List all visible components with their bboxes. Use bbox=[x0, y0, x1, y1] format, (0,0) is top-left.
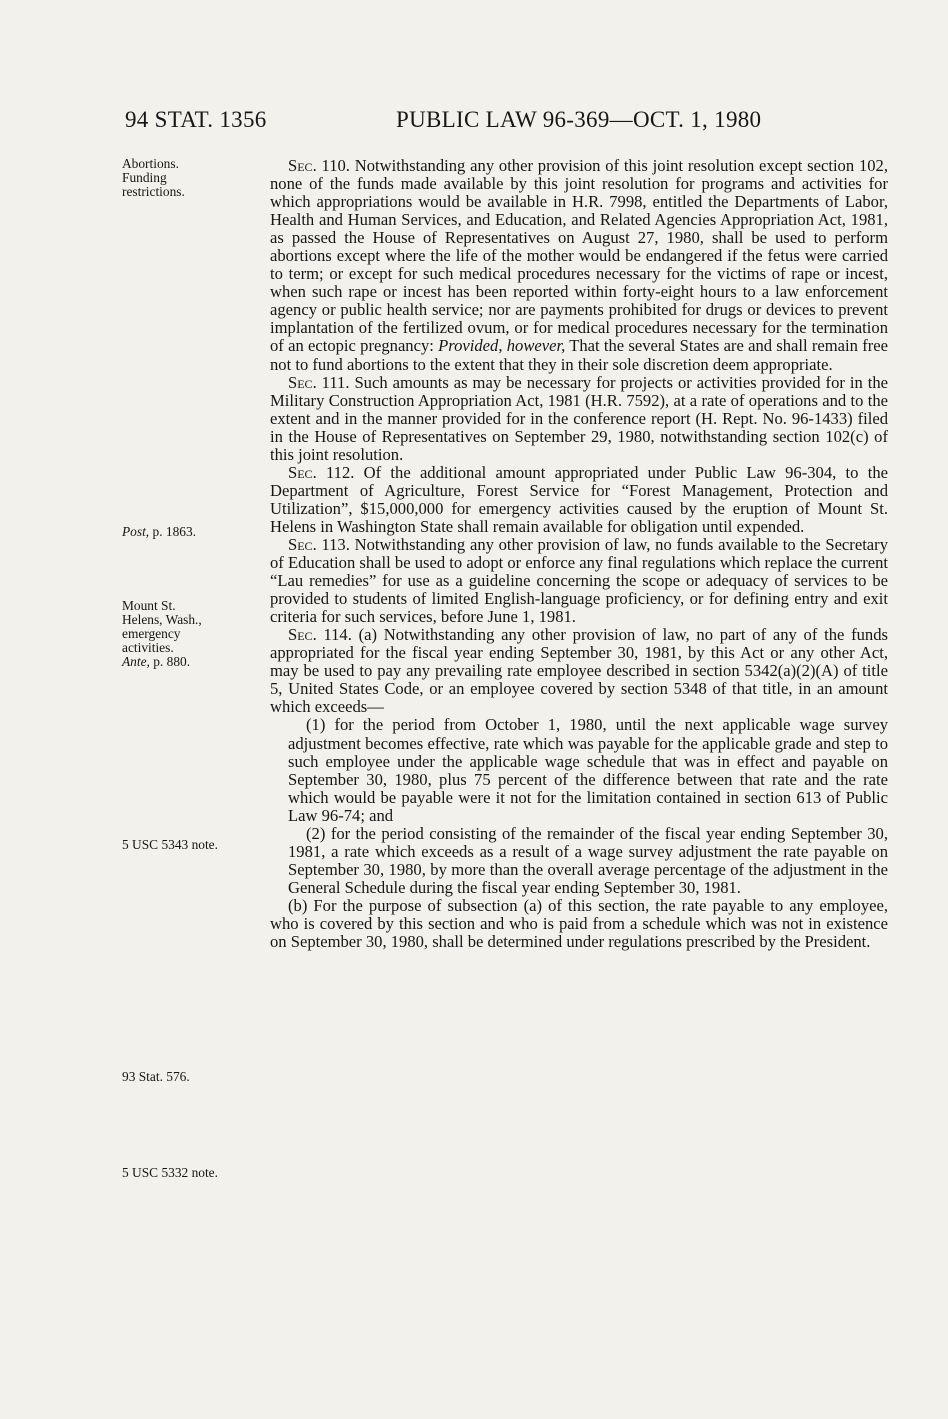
margin-note-usc-5343: 5 USC 5343 note. bbox=[122, 837, 218, 852]
section-text: (a) Notwithstanding any other provision of law, no part of any of the funds appropriated for the fiscal year ending September 30, 1981, by this Act or any other Act, may be used to pay any prevailing rate employee described in section 5342(a)(2)(A) of title 5, United States Code, or an employee covered by section 5348 of that title, in an amount which exceeds— bbox=[270, 625, 888, 717]
margin-note-line: restrictions. bbox=[122, 184, 185, 199]
section-111 bbox=[270, 374, 888, 464]
section-text: Of the additional amount appropriated under Public Law 96-304, to the Department of Agriculture, Forest Service for “Forest Management, Protection and Utilization”, $15,000,000 for emergency activities caused by the eruption of Mount St. Helens in Washington State shall remain available for obligation until expended. bbox=[270, 462, 888, 536]
margin-note-text: p. 1863. bbox=[149, 524, 197, 539]
section-114-item-1: (1) for the period from October 1, 1980, until the next applicable wage survey adjustment becomes effective, rate which was payable for the applicable grade and step to such employee under the applicable wage schedule that was in effect and payable on September 30, 1980, plus 75 percent of the difference between that rate and the rate which would be payable were it not for the limitation contained in section 613 of Public Law 96-74; and bbox=[288, 715, 888, 825]
section-text: Notwithstanding any other provision of this joint resolution except section 102, none of the funds made available by this joint resolution for programs and activities for which appropriations would be available in H.R. 7998, entitled the Departments of Labor, Health and Human Services, and Education, and Related Agencies Appropriation Act, 1981, as passed the House of Representatives on August 27, 1980, shall be used to perform abortions except where the life of the mother would be endangered if the fetus were carried to term; or except for such medical procedures necessary for the victims of rape or incest, when such rape or incest has been reported within forty-eight hours to a law enforcement agency or public health service; nor are payments prohibited for drugs or devices to prevent implantation of the fertilized ovum, or for medical procedures necessary for the termination of an ectopic pregnancy: bbox=[270, 156, 888, 356]
section-114-item-2: (2) for the period consisting of the remainder of the fiscal year ending September 30, 1981, a rate which exceeds as a result of a wage survey adjustment the rate payable on September 30, 1980, by more than the overall average percentage of the adjustment in the General Schedule during the fiscal year ending September 30, 1981. bbox=[288, 823, 888, 897]
section-114-paragraph-b: (b) For the purpose of subsection (a) of this section, the rate payable to any employee, who is covered by this section and who is paid from a schedule which was not in existence on September 30, 1980, shall be determined under regulations prescribed by the President. bbox=[270, 895, 888, 952]
section-text: Such amounts as may be necessary for projects or activities provided for in the Military Construction Appropriation Act, 1981 (H.R. 7592), at a rate of operations and to the extent and in the manner provided for in the conference report (H. Rept. No. 96-1433) filed in the House of Representatives on September 29, 1980, notwithstanding section 102(c) of this joint resolution. bbox=[270, 372, 888, 464]
section-text: That the several States are and shall remain free not to fund abortions to the extent that they in their sole discretion deem appropriate. bbox=[270, 336, 888, 374]
margin-note-usc-5332: 5 USC 5332 note. bbox=[122, 1165, 218, 1180]
margin-note-line: Mount St. bbox=[122, 598, 176, 613]
section-112 bbox=[270, 464, 888, 536]
section-label: Sec. 110. bbox=[288, 156, 350, 175]
margin-note-abortions bbox=[122, 157, 247, 199]
margin-note-line: activities. bbox=[122, 640, 174, 655]
margin-note-line: Abortions. bbox=[122, 156, 179, 171]
page-title: PUBLIC LAW 96-369—OCT. 1, 1980 bbox=[396, 107, 762, 132]
section-110 bbox=[270, 157, 888, 374]
margin-note-italic: Ante, bbox=[122, 654, 150, 669]
margin-note-line: emergency bbox=[122, 626, 181, 641]
section-label: Sec. 114. bbox=[288, 625, 352, 645]
section-italic-text: Provided, however, bbox=[438, 336, 566, 356]
section-label: Sec. 111. bbox=[288, 372, 350, 392]
margin-note-93-stat-576: 93 Stat. 576. bbox=[122, 1069, 190, 1084]
margin-note-italic: Post, bbox=[122, 524, 150, 539]
section-text: Notwithstanding any other provision of law, no funds available to the Secretary of Education shall be used to adopt or enforce any final regulations which replace the current “Lau remedies” for use as a guideline concerning the scope or adequacy of services to be provided to students of limited English-language proficiency, or for defining entry and exit criteria for such services, before June 1, 1981. bbox=[270, 534, 888, 627]
margin-note-line: Funding bbox=[122, 170, 167, 185]
section-114 bbox=[270, 626, 888, 716]
margin-note-line: Helens, Wash., bbox=[122, 612, 202, 627]
margin-note-mount-st-helens bbox=[122, 599, 247, 669]
margin-note-text: p. 880. bbox=[149, 654, 191, 669]
margin-note-post-ref bbox=[122, 525, 247, 539]
section-label: Sec. 112. bbox=[288, 462, 355, 482]
section-113 bbox=[270, 536, 888, 626]
statute-body bbox=[270, 157, 888, 951]
section-label: Sec. 113. bbox=[288, 534, 350, 554]
statute-page-reference: 94 STAT. 1356 bbox=[125, 107, 267, 132]
